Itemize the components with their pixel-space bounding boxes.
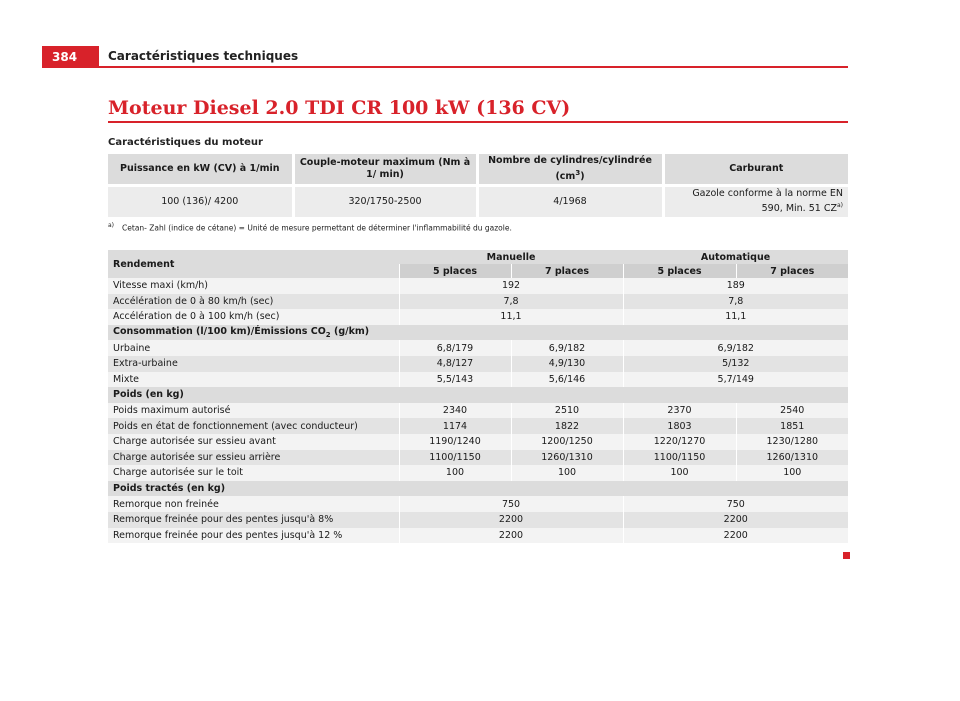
performance-table: [108, 250, 848, 543]
rendement-header: Rendement: [108, 250, 399, 278]
section-end-marker: [843, 552, 850, 559]
torque-value: 320/1750-2500: [293, 186, 477, 218]
page-title: Moteur Diesel 2.0 TDI CR 100 kW (136 CV): [108, 97, 571, 119]
section-row-weights: Poids (en kg): [108, 387, 848, 403]
table-row: Poids maximum autorisé 2340 2510 2370 2540: [108, 403, 848, 419]
footnote-ref: a): [836, 202, 843, 210]
table-row: Charge autorisée sur essieu arrière 1100/1150 1260/1310 1100/1150 1260/1310: [108, 450, 848, 466]
power-value: 100 (136)/ 4200: [108, 186, 293, 218]
automatic-header: Automatique: [623, 250, 848, 264]
table-row: Poids en état de fonctionnement (avec conducteur) 1174 1822 1803 1851: [108, 418, 848, 434]
table-row: Remorque non freinée 750 750: [108, 496, 848, 512]
table-row: Urbaine 6,8/179 6,9/182 6,9/182: [108, 340, 848, 356]
manual-5-header: 5 places: [399, 264, 511, 278]
col-fuel: Carburant: [663, 154, 848, 186]
manual-7-header: 7 places: [511, 264, 623, 278]
table-row: Accélération de 0 à 100 km/h (sec) 11,1 11,1: [108, 309, 848, 325]
table-row: Extra-urbaine 4,8/127 4,9/130 5/132: [108, 356, 848, 372]
page-number: 384: [42, 46, 99, 68]
engine-section-heading: Caractéristiques du moteur: [108, 137, 263, 148]
col-torque: Couple-moteur maximum (Nm à 1/ min): [293, 154, 477, 186]
table-row: Accélération de 0 à 80 km/h (sec) 7,8 7,8: [108, 294, 848, 310]
col-cylinders: Nombre de cylindres/cylindrée $(cm^3)$: [477, 154, 663, 186]
table-row: Remorque freinée pour des pentes jusqu'à 12 % 2200 2200: [108, 528, 848, 544]
table-row: Charge autorisée sur essieu avant 1190/1240 1200/1250 1220/1270 1230/1280: [108, 434, 848, 450]
title-rule: [108, 121, 848, 123]
engine-data-row: [108, 186, 848, 218]
table-row: Mixte 5,5/143 5,6/146 5,7/149: [108, 372, 848, 388]
footnote: $^{a)}$ Cetan- Zahl (indice de cétane) = Unité de mesure permettant de déterminer l'inflammabilité du gazole.: [108, 222, 512, 233]
manual-header: Manuelle: [399, 250, 623, 264]
table-row: Charge autorisée sur le toit 100 100 100 100: [108, 465, 848, 481]
running-header: Caractéristiques techniques: [108, 49, 299, 63]
section-row-consumption: Consommation (l/100 km)/Émissions $CO_2$ (g/km): [108, 325, 848, 341]
perf-header-row: [108, 250, 848, 264]
engine-table: [108, 154, 848, 217]
auto-7-header: 7 places: [736, 264, 848, 278]
section-row-towed: Poids tractés (en kg): [108, 481, 848, 497]
col-power: Puissance en kW (CV) à 1/min: [108, 154, 293, 186]
table-row: Vitesse maxi (km/h) 192 189: [108, 278, 848, 294]
table-row: Remorque freinée pour des pentes jusqu'à 8% 2200 2200: [108, 512, 848, 528]
auto-5-header: 5 places: [623, 264, 736, 278]
header-rule: [42, 66, 848, 68]
engine-header-row: [108, 154, 848, 186]
cylinders-value: 4/1968: [477, 186, 663, 218]
fuel-value: Gazole conforme à la norme EN 590, Min. 51 CZ$^{a)}$: [663, 186, 848, 218]
